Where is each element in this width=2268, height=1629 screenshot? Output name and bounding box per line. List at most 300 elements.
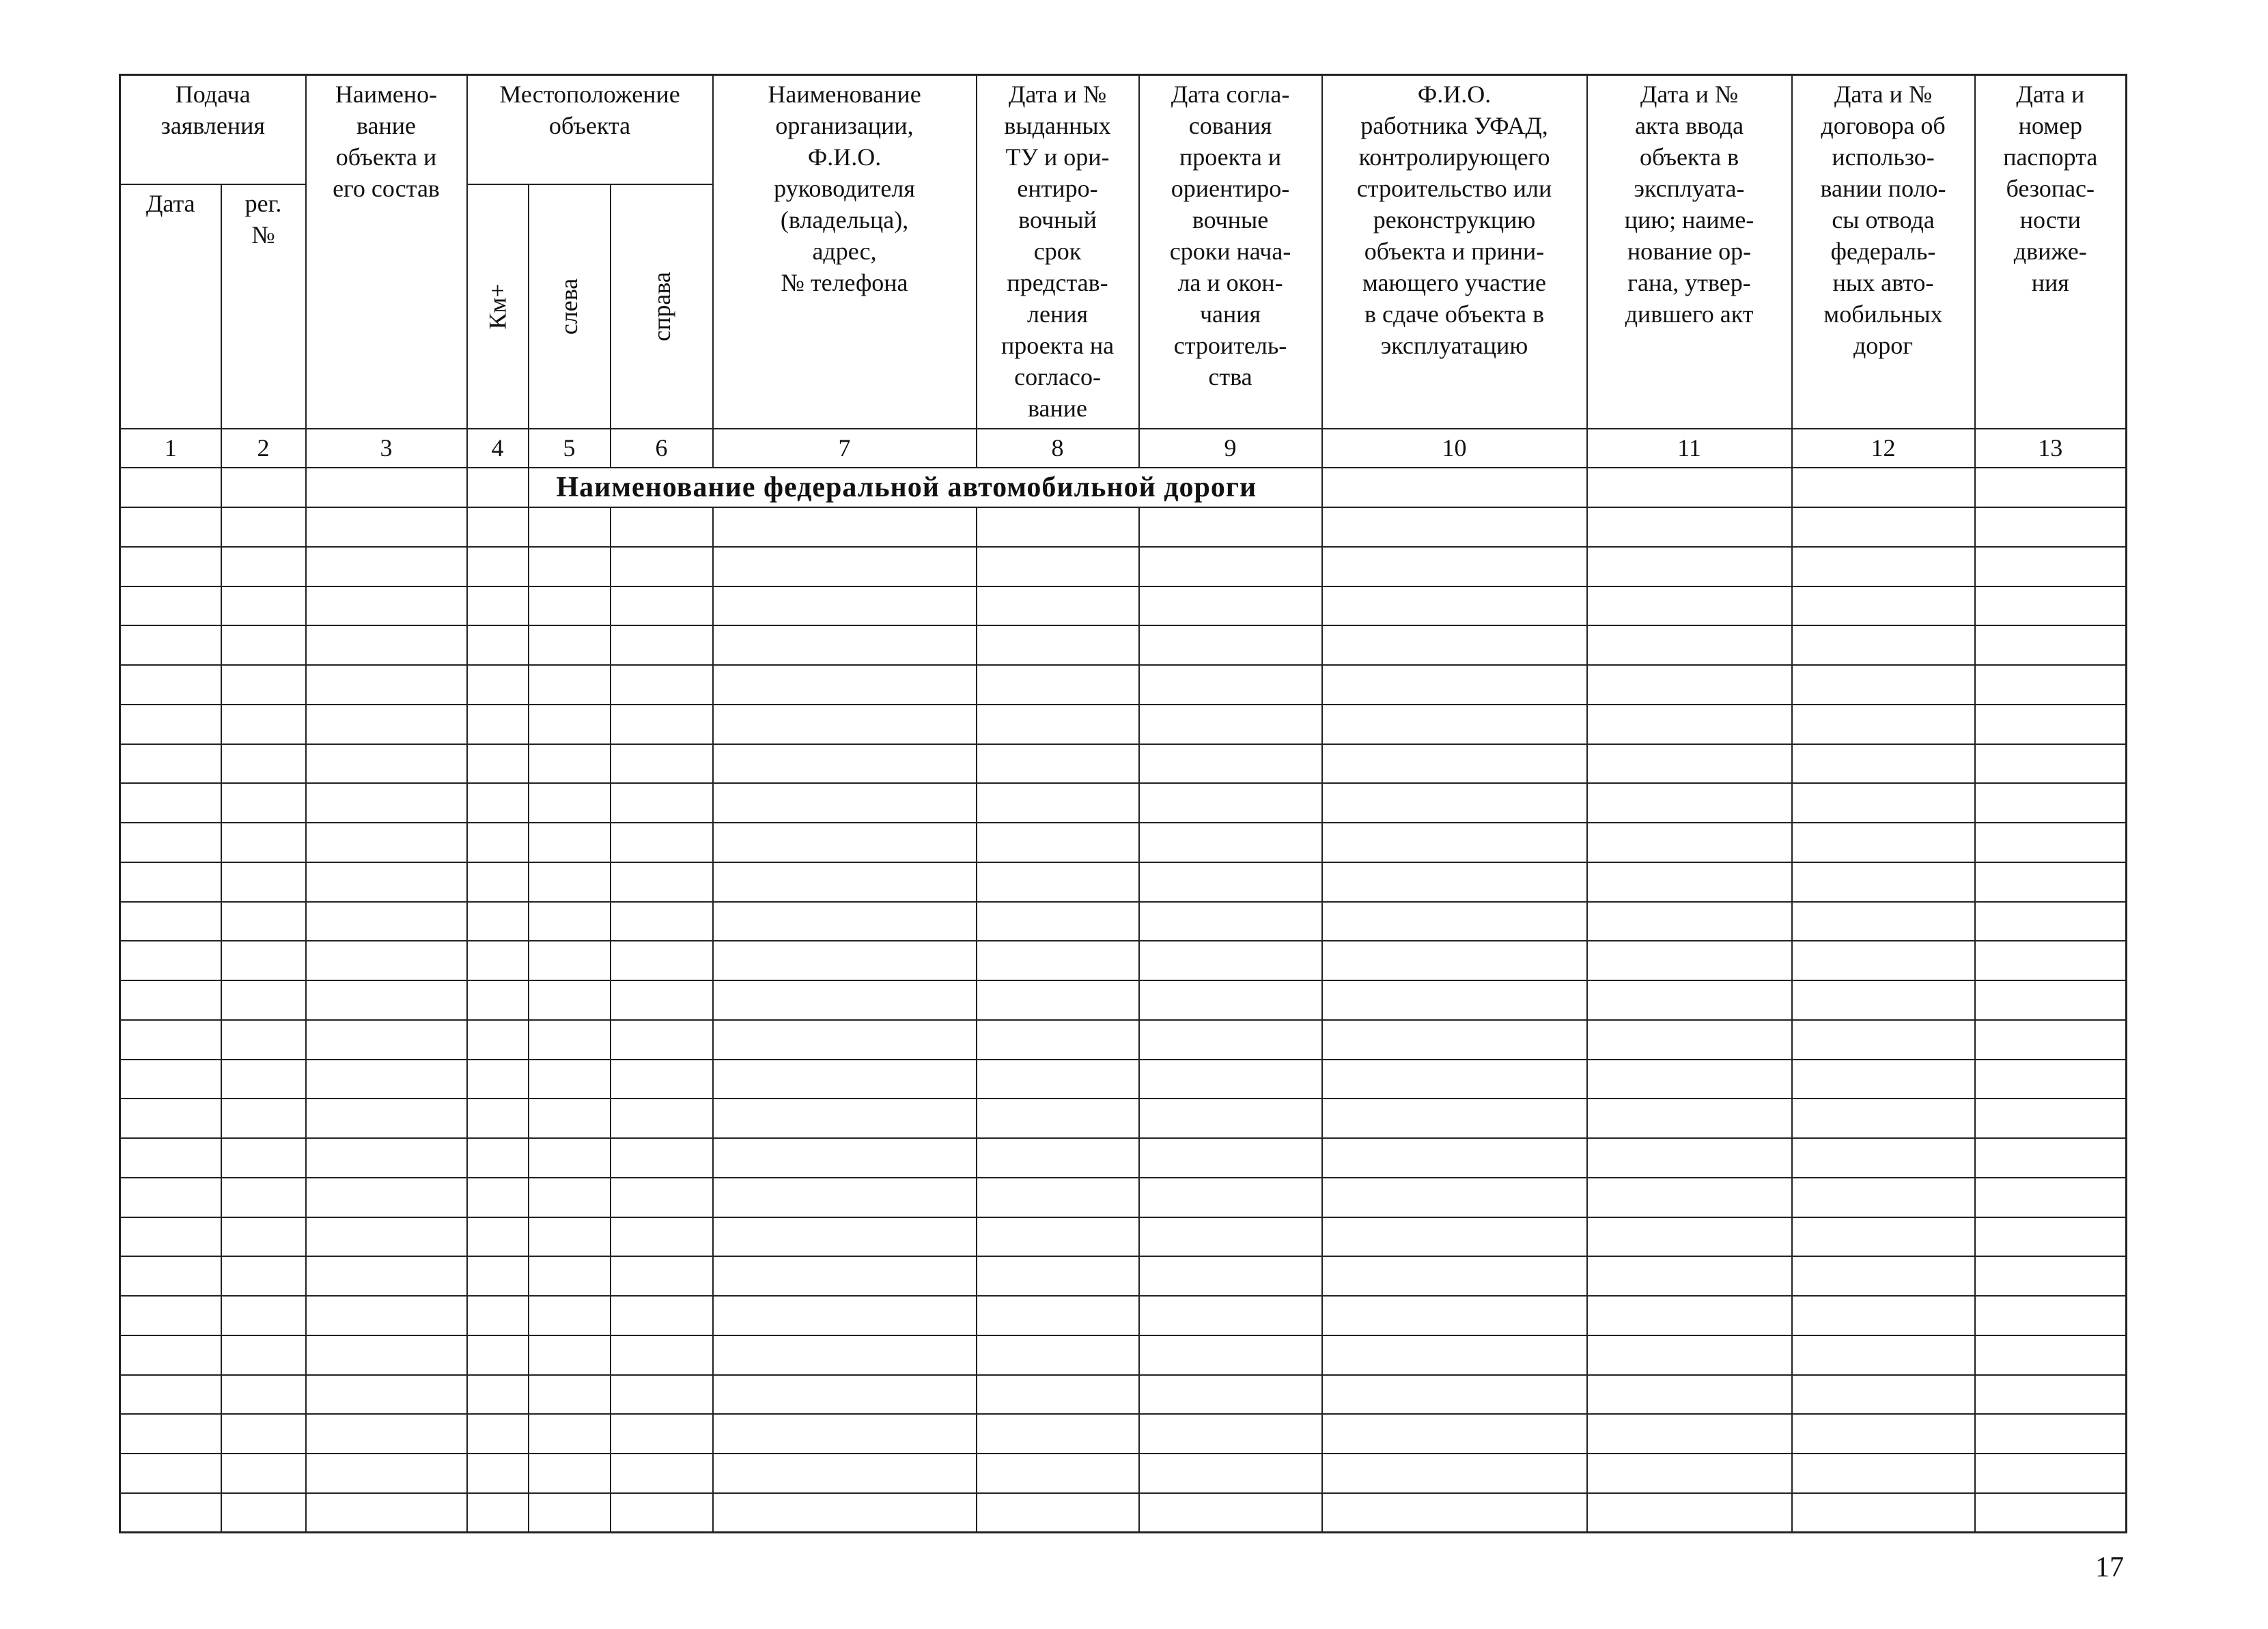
table-cell [306, 1493, 467, 1533]
table-cell [977, 1256, 1139, 1296]
table-cell [529, 783, 611, 823]
table-row [120, 1060, 2127, 1099]
table-cell [221, 1493, 306, 1533]
table-cell [1139, 1375, 1322, 1415]
table-cell [1587, 1217, 1792, 1257]
table-cell [120, 547, 221, 586]
header-act: Дата и № акта ввода объекта в эксплуата- цию; наиме- нование ор- гана, утвер- дившего акт [1587, 75, 1792, 429]
table-cell [611, 1454, 713, 1493]
table-cell [1975, 705, 2127, 744]
table-row [120, 980, 2127, 1020]
table-cell [1975, 941, 2127, 980]
header-approval: Дата согла- сования проекта и ориентиро- вочные сроки нача- ла и окон- чания строитель- ства [1139, 75, 1322, 429]
table-body [120, 429, 2127, 1533]
table-cell [221, 1375, 306, 1415]
table-row [120, 783, 2127, 823]
table-cell [1587, 1138, 1792, 1178]
header-organization: Наименование организации, Ф.И.О. руководителя (владельца), адрес, № телефона [713, 75, 977, 429]
table-cell [1975, 1493, 2127, 1533]
table-cell [1975, 1414, 2127, 1454]
table-cell [1975, 507, 2127, 547]
table-row [120, 1296, 2127, 1335]
table-cell [467, 705, 529, 744]
table-cell [529, 1414, 611, 1454]
table-cell [529, 1020, 611, 1060]
table-cell [306, 1375, 467, 1415]
table-cell [221, 1020, 306, 1060]
table-cell [611, 1178, 713, 1217]
table-cell [1322, 665, 1587, 705]
table-cell [306, 783, 467, 823]
table-cell [1975, 783, 2127, 823]
table-cell [120, 823, 221, 862]
table-cell [529, 1296, 611, 1335]
table-row [120, 625, 2127, 665]
table-cell [611, 1375, 713, 1415]
table-cell [467, 783, 529, 823]
table-cell [529, 1217, 611, 1257]
header-location: Местоположение объекта [467, 75, 713, 184]
table-cell [611, 1296, 713, 1335]
table-cell [1322, 1020, 1587, 1060]
table-cell [467, 1296, 529, 1335]
table-cell [611, 862, 713, 902]
table-cell [306, 1178, 467, 1217]
table-cell [1139, 1493, 1322, 1533]
table-cell [1322, 547, 1587, 586]
table-cell [1975, 1454, 2127, 1493]
table-cell [120, 625, 221, 665]
table-cell [529, 941, 611, 980]
table-cell [306, 1099, 467, 1138]
table-cell [221, 507, 306, 547]
table-cell [467, 547, 529, 586]
column-number-row [120, 429, 2127, 468]
table-cell [120, 1296, 221, 1335]
table-row [120, 1217, 2127, 1257]
table-cell [120, 783, 221, 823]
table-cell [221, 665, 306, 705]
table-cell [1322, 744, 1587, 784]
column-number: 12 [1792, 429, 1975, 468]
table-cell [611, 783, 713, 823]
table-cell [1975, 547, 2127, 586]
table-cell [120, 980, 221, 1020]
column-number: 11 [1587, 429, 1792, 468]
table-cell [1139, 507, 1322, 547]
table-cell [120, 862, 221, 902]
table-cell [221, 1060, 306, 1099]
table-cell [467, 980, 529, 1020]
table-cell [611, 586, 713, 626]
table-row [120, 902, 2127, 941]
table-cell [306, 941, 467, 980]
table-cell [529, 823, 611, 862]
table-cell [713, 783, 977, 823]
table-cell [1322, 1454, 1587, 1493]
table-cell [467, 1138, 529, 1178]
column-number: 5 [529, 429, 611, 468]
table-cell [1975, 1060, 2127, 1099]
table-cell [713, 1060, 977, 1099]
table-cell [1322, 1296, 1587, 1335]
table-cell [1792, 1020, 1975, 1060]
table-cell [1587, 902, 1792, 941]
table-cell [221, 586, 306, 626]
header-reg-no: рег. № [221, 184, 306, 429]
table-cell [1587, 1414, 1792, 1454]
table-cell [467, 1454, 529, 1493]
table-cell [611, 744, 713, 784]
table-cell [713, 1335, 977, 1375]
table-cell [713, 1138, 977, 1178]
table-cell [1975, 1138, 2127, 1178]
table-cell [1587, 705, 1792, 744]
table-cell [1322, 1178, 1587, 1217]
table-cell [1792, 1256, 1975, 1296]
table-cell [611, 507, 713, 547]
table-cell [1139, 1217, 1322, 1257]
table-row [120, 823, 2127, 862]
table-cell [1792, 1375, 1975, 1415]
table-cell [1587, 1375, 1792, 1415]
table-cell [1587, 862, 1792, 902]
table-cell [221, 862, 306, 902]
table-cell [1792, 902, 1975, 941]
table-cell [713, 980, 977, 1020]
table-cell [306, 665, 467, 705]
table-cell [713, 665, 977, 705]
table-cell [221, 1217, 306, 1257]
table-cell [1139, 823, 1322, 862]
table-cell [221, 1454, 306, 1493]
table-cell [1587, 744, 1792, 784]
table-cell [221, 980, 306, 1020]
table-cell [1139, 1414, 1322, 1454]
table-cell [1587, 547, 1792, 586]
header-worker: Ф.И.О. работника УФАД, контролирующего строительство или реконструкцию объекта и прини- мающего участие в сдаче объекта в эксплуатацию [1322, 75, 1587, 429]
road-name: Наименование федеральной автомобильной дороги [529, 468, 1322, 507]
table-cell [977, 1375, 1139, 1415]
table-cell [529, 665, 611, 705]
table-cell [713, 744, 977, 784]
table-cell [1322, 1060, 1587, 1099]
register-table [119, 74, 2127, 1533]
table-cell [977, 1138, 1139, 1178]
table-cell [1587, 1060, 1792, 1099]
table-cell [306, 902, 467, 941]
table-cell [120, 507, 221, 547]
table-row [120, 941, 2127, 980]
table-cell [529, 625, 611, 665]
table-cell [1587, 507, 1792, 547]
table-cell [1792, 862, 1975, 902]
table-cell [1587, 823, 1792, 862]
table-cell [467, 1020, 529, 1060]
table-cell [611, 625, 713, 665]
table-cell [467, 823, 529, 862]
table-cell [467, 1099, 529, 1138]
table-cell [221, 783, 306, 823]
header-right: справа [611, 184, 713, 429]
table-cell [1792, 705, 1975, 744]
table-cell [221, 902, 306, 941]
table-cell [1322, 783, 1587, 823]
table-cell [977, 507, 1139, 547]
table-cell [467, 507, 529, 547]
table-cell [529, 547, 611, 586]
table-cell [306, 1296, 467, 1335]
table-cell [1322, 823, 1587, 862]
table-cell [611, 980, 713, 1020]
table-cell [1792, 1335, 1975, 1375]
table-cell [1322, 1414, 1587, 1454]
table-cell [221, 744, 306, 784]
table-cell [1975, 1099, 2127, 1138]
table-cell [1587, 783, 1792, 823]
table-cell [1322, 586, 1587, 626]
table-cell [1322, 705, 1587, 744]
table-cell [713, 1020, 977, 1060]
table-cell [1139, 705, 1322, 744]
header-km: Км+ [467, 184, 529, 429]
table-cell [1792, 1099, 1975, 1138]
table-cell [611, 665, 713, 705]
table-cell [1139, 941, 1322, 980]
table-cell [467, 1217, 529, 1257]
table-cell [1792, 1138, 1975, 1178]
table-cell [1322, 941, 1587, 980]
table-cell [467, 941, 529, 980]
table-cell [977, 547, 1139, 586]
table-cell [1792, 1296, 1975, 1335]
table-cell [611, 1099, 713, 1138]
table-cell [306, 1256, 467, 1296]
header-contract: Дата и № договора об использо- вании поло- сы отвода федераль- ных авто- мобильных дорог [1792, 75, 1975, 429]
table-cell [467, 586, 529, 626]
table-cell [221, 547, 306, 586]
column-number: 13 [1975, 429, 2127, 468]
table-cell [1139, 980, 1322, 1020]
table-cell [1587, 1256, 1792, 1296]
table-cell [977, 744, 1139, 784]
table-cell [306, 1020, 467, 1060]
table-cell [977, 1296, 1139, 1335]
table-cell [1975, 862, 2127, 902]
table-cell [977, 862, 1139, 902]
table-cell [467, 1256, 529, 1296]
table-row [120, 1375, 2127, 1415]
column-number: 7 [713, 429, 977, 468]
table-cell [221, 941, 306, 980]
table-cell [306, 1414, 467, 1454]
table-cell [611, 941, 713, 980]
table-cell [1587, 1178, 1792, 1217]
table-cell [713, 507, 977, 547]
table-cell [467, 1414, 529, 1454]
table-row [120, 1493, 2127, 1533]
table-cell [1139, 1099, 1322, 1138]
table-cell [1792, 1060, 1975, 1099]
table-cell [977, 980, 1139, 1020]
header-object-name: Наимено- вание объекта и его состав [306, 75, 467, 429]
table-cell [120, 1493, 221, 1533]
table-row [120, 744, 2127, 784]
table-cell [1975, 1296, 2127, 1335]
page-number: 17 [2095, 1552, 2124, 1583]
column-number: 9 [1139, 429, 1322, 468]
table-cell [1975, 980, 2127, 1020]
table-cell [467, 862, 529, 902]
table-cell [1975, 1335, 2127, 1375]
table-cell [306, 625, 467, 665]
table-cell [1139, 1020, 1322, 1060]
table-cell [977, 1217, 1139, 1257]
table-cell [977, 941, 1139, 980]
table-cell [1792, 783, 1975, 823]
table-row [120, 705, 2127, 744]
header-left: слева [529, 184, 611, 429]
table-cell [529, 1138, 611, 1178]
table-cell [1975, 1020, 2127, 1060]
table-cell [1139, 902, 1322, 941]
table-cell [529, 705, 611, 744]
table-cell [977, 705, 1139, 744]
table-cell [1139, 1060, 1322, 1099]
table-cell [1792, 625, 1975, 665]
table-cell [120, 705, 221, 744]
table-cell [120, 1335, 221, 1375]
table-cell [1139, 744, 1322, 784]
table-cell [1139, 665, 1322, 705]
table-cell [611, 1217, 713, 1257]
table-cell [713, 586, 977, 626]
table-row [120, 1099, 2127, 1138]
table-row [120, 1414, 2127, 1454]
table-cell [221, 1138, 306, 1178]
table-cell [1975, 1217, 2127, 1257]
table-cell [977, 1335, 1139, 1375]
table-cell [977, 1454, 1139, 1493]
table-cell [529, 507, 611, 547]
table-cell [1587, 1493, 1792, 1533]
table-cell [529, 586, 611, 626]
table-cell [1322, 980, 1587, 1020]
table-cell [529, 1178, 611, 1217]
table-cell [977, 783, 1139, 823]
table-cell [1792, 744, 1975, 784]
table-cell [1139, 625, 1322, 665]
table-cell [306, 823, 467, 862]
table-cell [1322, 1138, 1587, 1178]
table-cell [1792, 1493, 1975, 1533]
table-cell [467, 744, 529, 784]
table-cell [1975, 665, 2127, 705]
table-cell [1587, 586, 1792, 626]
table-cell [221, 1335, 306, 1375]
table-cell [467, 1178, 529, 1217]
table-cell [306, 547, 467, 586]
table-cell [713, 625, 977, 665]
table-cell [1792, 823, 1975, 862]
table-cell [120, 1217, 221, 1257]
table-cell [467, 902, 529, 941]
table-cell [467, 1493, 529, 1533]
table-cell [306, 1138, 467, 1178]
table-cell [467, 665, 529, 705]
table-cell [1975, 823, 2127, 862]
header-date: Дата [120, 184, 221, 429]
table-cell [713, 705, 977, 744]
column-number: 4 [467, 429, 529, 468]
table-cell [306, 1060, 467, 1099]
table-cell [713, 1217, 977, 1257]
table-cell [529, 744, 611, 784]
table-cell [221, 1178, 306, 1217]
table-cell [1322, 625, 1587, 665]
table-cell [713, 1493, 977, 1533]
column-number: 1 [120, 429, 221, 468]
table-cell [977, 1099, 1139, 1138]
table-cell [713, 862, 977, 902]
table-cell [529, 1335, 611, 1375]
table-cell [977, 586, 1139, 626]
table-cell [1139, 1138, 1322, 1178]
table-cell [221, 1414, 306, 1454]
table-cell [529, 1256, 611, 1296]
table-row [120, 507, 2127, 547]
table-cell [120, 1099, 221, 1138]
table-cell [611, 1493, 713, 1533]
table-cell [977, 625, 1139, 665]
table-cell [529, 1099, 611, 1138]
table-cell [1322, 507, 1587, 547]
table-row [120, 1020, 2127, 1060]
table-cell [529, 1375, 611, 1415]
table-cell [1587, 1335, 1792, 1375]
table-cell [611, 1020, 713, 1060]
table-cell [120, 1060, 221, 1099]
header-application: Подача заявления [120, 75, 306, 184]
table-cell [120, 665, 221, 705]
table-row [120, 1138, 2127, 1178]
table-cell [611, 1256, 713, 1296]
table-row [120, 1256, 2127, 1296]
table-cell [306, 980, 467, 1020]
table-cell [611, 902, 713, 941]
table-cell [306, 586, 467, 626]
table-cell [1139, 1256, 1322, 1296]
table-cell [611, 705, 713, 744]
header-passport: Дата и номер паспорта безопас- ности движе- ния [1975, 75, 2127, 429]
table-cell [713, 1256, 977, 1296]
header-tu: Дата и № выданных ТУ и ори- ентиро- вочный срок представ- ления проекта на согласо- вание [977, 75, 1139, 429]
table-cell [1792, 1217, 1975, 1257]
table-cell [1792, 1178, 1975, 1217]
table-cell [1792, 1454, 1975, 1493]
table-cell [1139, 1296, 1322, 1335]
table-cell [306, 862, 467, 902]
table-cell [1322, 862, 1587, 902]
table-cell [1139, 1178, 1322, 1217]
table-cell [120, 586, 221, 626]
table-cell [713, 1454, 977, 1493]
table-cell [120, 1375, 221, 1415]
table-cell [611, 1060, 713, 1099]
table-cell [1587, 1020, 1792, 1060]
table-cell [1975, 1375, 2127, 1415]
table-cell [713, 547, 977, 586]
